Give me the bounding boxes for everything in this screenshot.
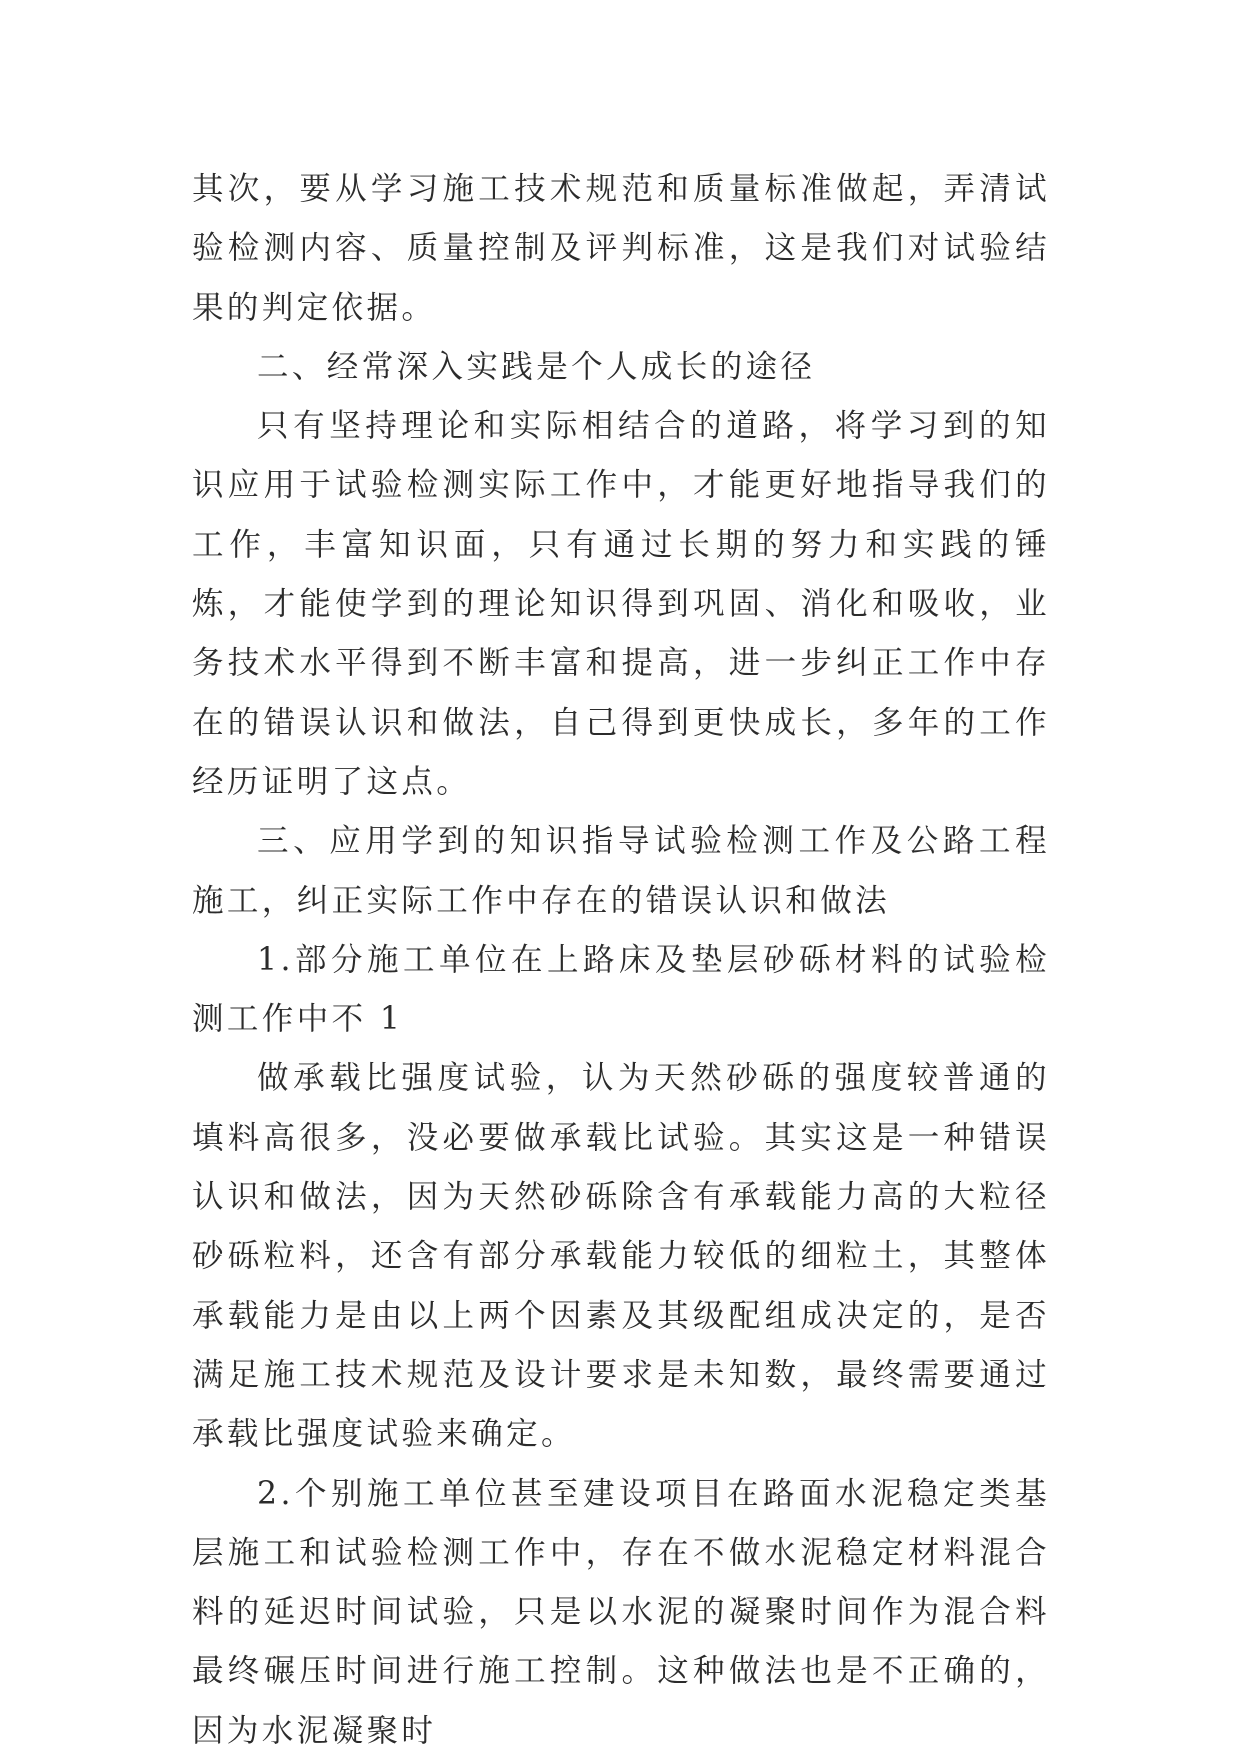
list-item-1: 1.部分施工单位在上路床及垫层砂砾材料的试验检测工作中不 1 bbox=[192, 941, 1050, 1038]
list-item-2: 2.个别施工单位甚至建设项目在路面水泥稳定类基层施工和试验检测工作中，存在不做水泥稳定材料混合料的延迟时间试验，只是以水泥的凝聚时间作为混合料最终碾压时间进行施工控制。这种做法也是不正确的，因为水泥凝聚时 bbox=[192, 1475, 1050, 1749]
paragraph-1: 其次，要从学习施工技术规范和质量标准做起，弄清试验检测内容、质量控制及评判标准，这是我们对试验结果的判定依据。 bbox=[192, 171, 1050, 326]
section-heading-2: 二、经常深入实践是个人成长的途径 bbox=[257, 348, 816, 385]
section-heading-3: 三、应用学到的知识指导试验检测工作及公路工程施工，纠正实际工作中存在的错误认识和做法 bbox=[192, 823, 1050, 919]
document-body bbox=[192, 160, 1050, 1761]
paragraph-3: 只有坚持理论和实际相结合的道路，将学习到的知识应用于试验检测实际工作中，才能更好地指导我们的工作，丰富知识面，只有通过长期的努力和实践的锤炼，才能使学到的理论知识得到巩固、消化和吸收，业务技术水平得到不断丰富和提高，进一步纠正工作中存在的错误认识和做法，自己得到更快成长，多年的工作经历证明了这点。 bbox=[192, 408, 1050, 800]
paragraph-6: 做承载比强度试验，认为天然砂砾的强度较普通的填料高很多，没必要做承载比试验。其实这是一种错误认识和做法，因为天然砂砾除含有承载能力高的大粒径砂砾粒料，还含有部分承载能力较低的细粒土，其整体承载能力是由以上两个因素及其级配组成决定的，是否满足施工技术规范及设计要求是未知数，最终需要通过承载比强度试验来确定。 bbox=[192, 1060, 1050, 1453]
